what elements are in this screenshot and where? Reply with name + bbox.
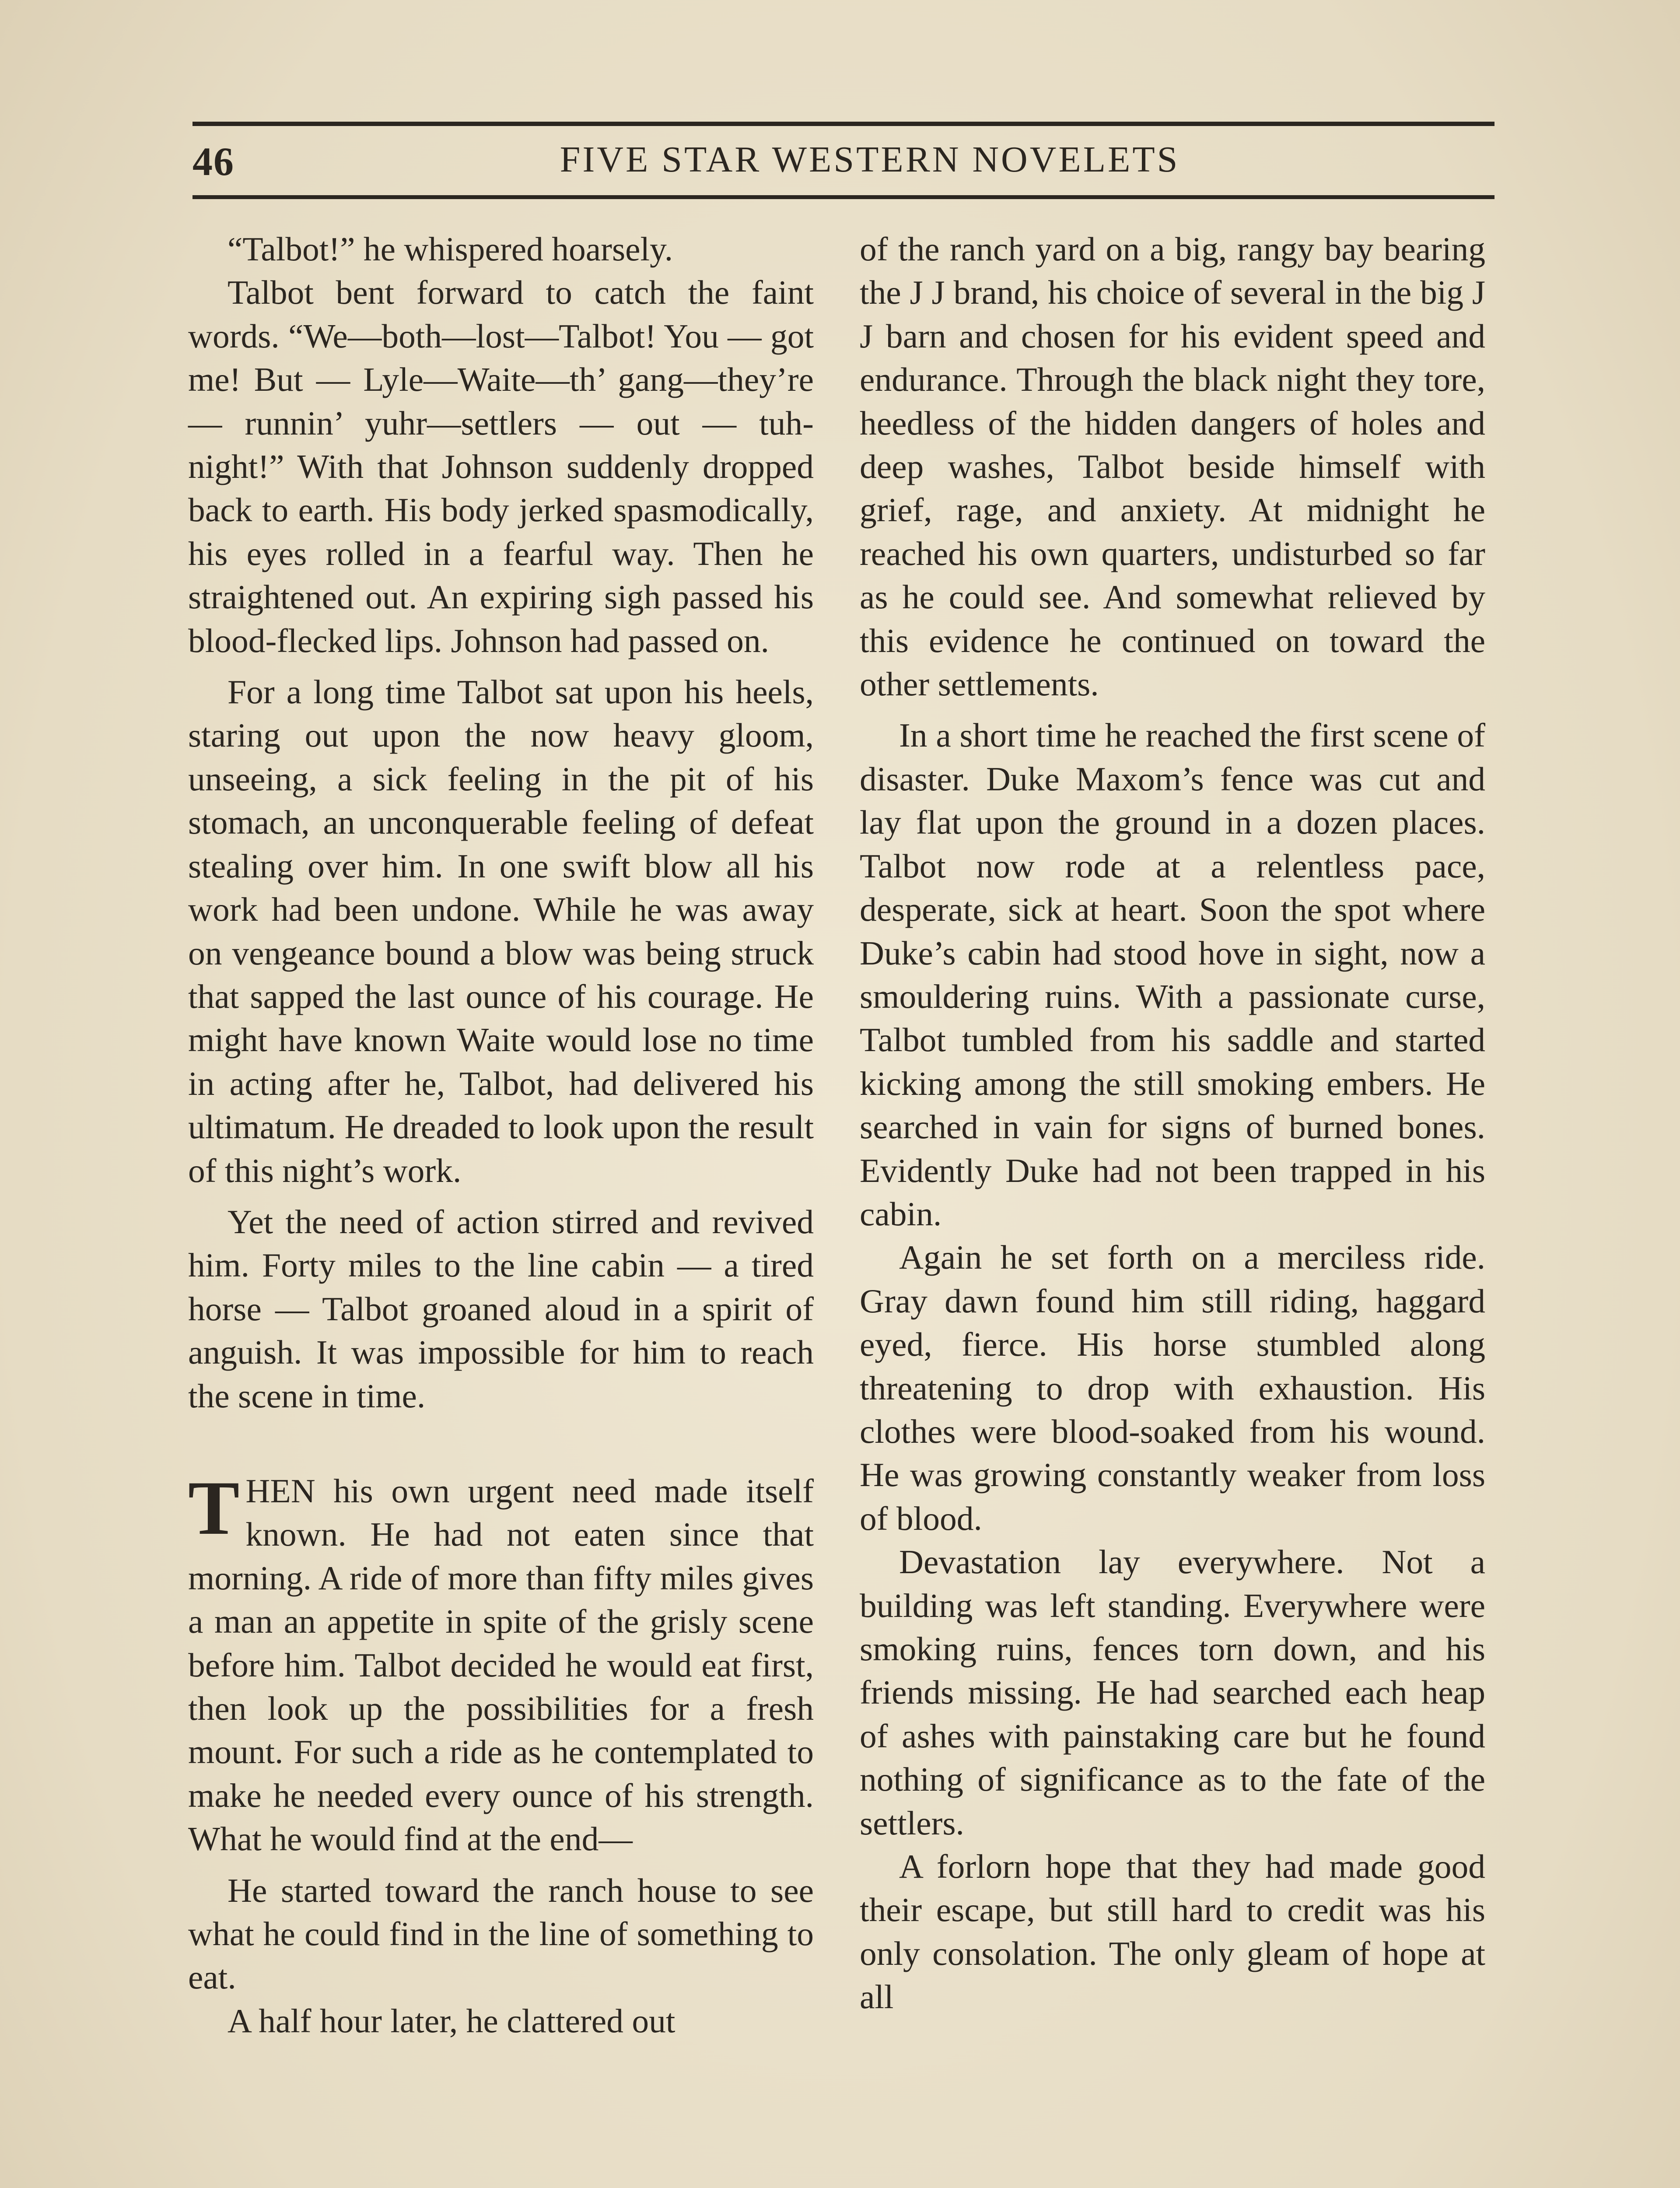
right-column [860, 228, 1485, 2019]
section-paragraph [188, 1465, 814, 1861]
page-number: 46 [192, 139, 234, 184]
paragraph: Talbot bent forward to catch the faint words. “We—both—lost—Talbot! You — got me! But — Lyle—Waite—th’ gang—they’re — runnin’ yuhr—settlers — out — tuh-night!” With that Johnson suddenly dropped back to earth. His body jerked spasmodically, his eyes rolled in a fearful way. Then he straightened out. An expiring sigh passed his blood-flecked lips. Johnson had passed on. [188, 274, 814, 659]
header-bottom-rule [192, 195, 1494, 199]
section-paragraph-text: HEN his own urgent need made itself known. He had not eaten since that morning. A ride of more than fifty miles gives a man an appetite in spite of the grisly scene before him. Talbot decided he would eat first, then look up the possibilities for a fresh mount. For such a ride as he contemplated to make he needed every ounce of his strength. What he would find at the end— [188, 1472, 814, 1858]
paragraph: Devastation lay everywhere. Not a building was left standing. Everywhere were smoking ruins, fences torn down, and his friends missing. He had searched each heap of ashes with painstaking care but he found nothing of significance as to the fate of the settlers. [860, 1543, 1485, 1842]
paragraph: Yet the need of action stirred and revived him. Forty miles to the line cabin — a tired horse — Talbot groaned aloud in a spirit of anguish. It was impossible for him to reach the scene in time. [188, 1203, 814, 1415]
page-header [192, 130, 1494, 192]
paragraph: Again he set forth on a merciless ride. Gray dawn found him still riding, haggard eyed, fierce. His horse stumbled along threatening to drop with exhaustion. His clothes were blood-soaked from his wound. He was growing constantly weaker from loss of blood. [860, 1238, 1485, 1537]
paragraph: In a short time he reached the first scene of disaster. Duke Maxom’s fence was cut and lay flat upon the ground in a dozen places. Talbot now rode at a relentless pace, desperate, sick at heart. Soon the spot where Duke’s cabin had stood hove in sight, now a smouldering ruins. With a passionate curse, Talbot tumbled from his saddle and started kicking among the still smoking embers. He searched in vain for signs of burned bones. Evidently Duke had not been trapped in his cabin. [860, 716, 1485, 1233]
paragraph: For a long time Talbot sat upon his heels, staring out upon the now heavy gloom, unseeing, a sick feeling in the pit of his stomach, an unconquerable feeling of defeat stealing over him. In one swift blow all his work had been undone. While he was away on vengeance bound a blow was being struck that sapped the last ounce of his courage. He might have known Waite would lose no time in acting after he, Talbot, had delivered his ultimatum. He dreaded to look upon the result of this night’s work. [188, 673, 814, 1189]
left-column [188, 228, 814, 2043]
paragraph: of the ranch yard on a big, rangy bay bearing the J J brand, his choice of several in the big J J barn and chosen for his evident speed and endurance. Through the black night they tore, heedless of the hidden dangers of holes and deep washes, Talbot beside himself with grief, rage, and anxiety. At midnight he reached his own quarters, undisturbed so far as he could see. And somewhat relieved by this evidence he continued on toward the other settlements. [860, 230, 1485, 703]
paragraph: A forlorn hope that they had made good their escape, but still hard to credit was his only consolation. The only gleam of hope at all [860, 1848, 1485, 2016]
header-top-rule [192, 122, 1494, 126]
running-title: FIVE STAR WESTERN NOVELETS [560, 139, 1180, 180]
paragraph: A half hour later, he clattered out [228, 2002, 676, 2040]
paragraph: He started toward the ranch house to see what he could find in the line of something to eat. [188, 1871, 814, 1996]
paragraph: “Talbot!” he whispered hoarsely. [228, 230, 673, 268]
drop-cap: T [188, 1465, 240, 1551]
